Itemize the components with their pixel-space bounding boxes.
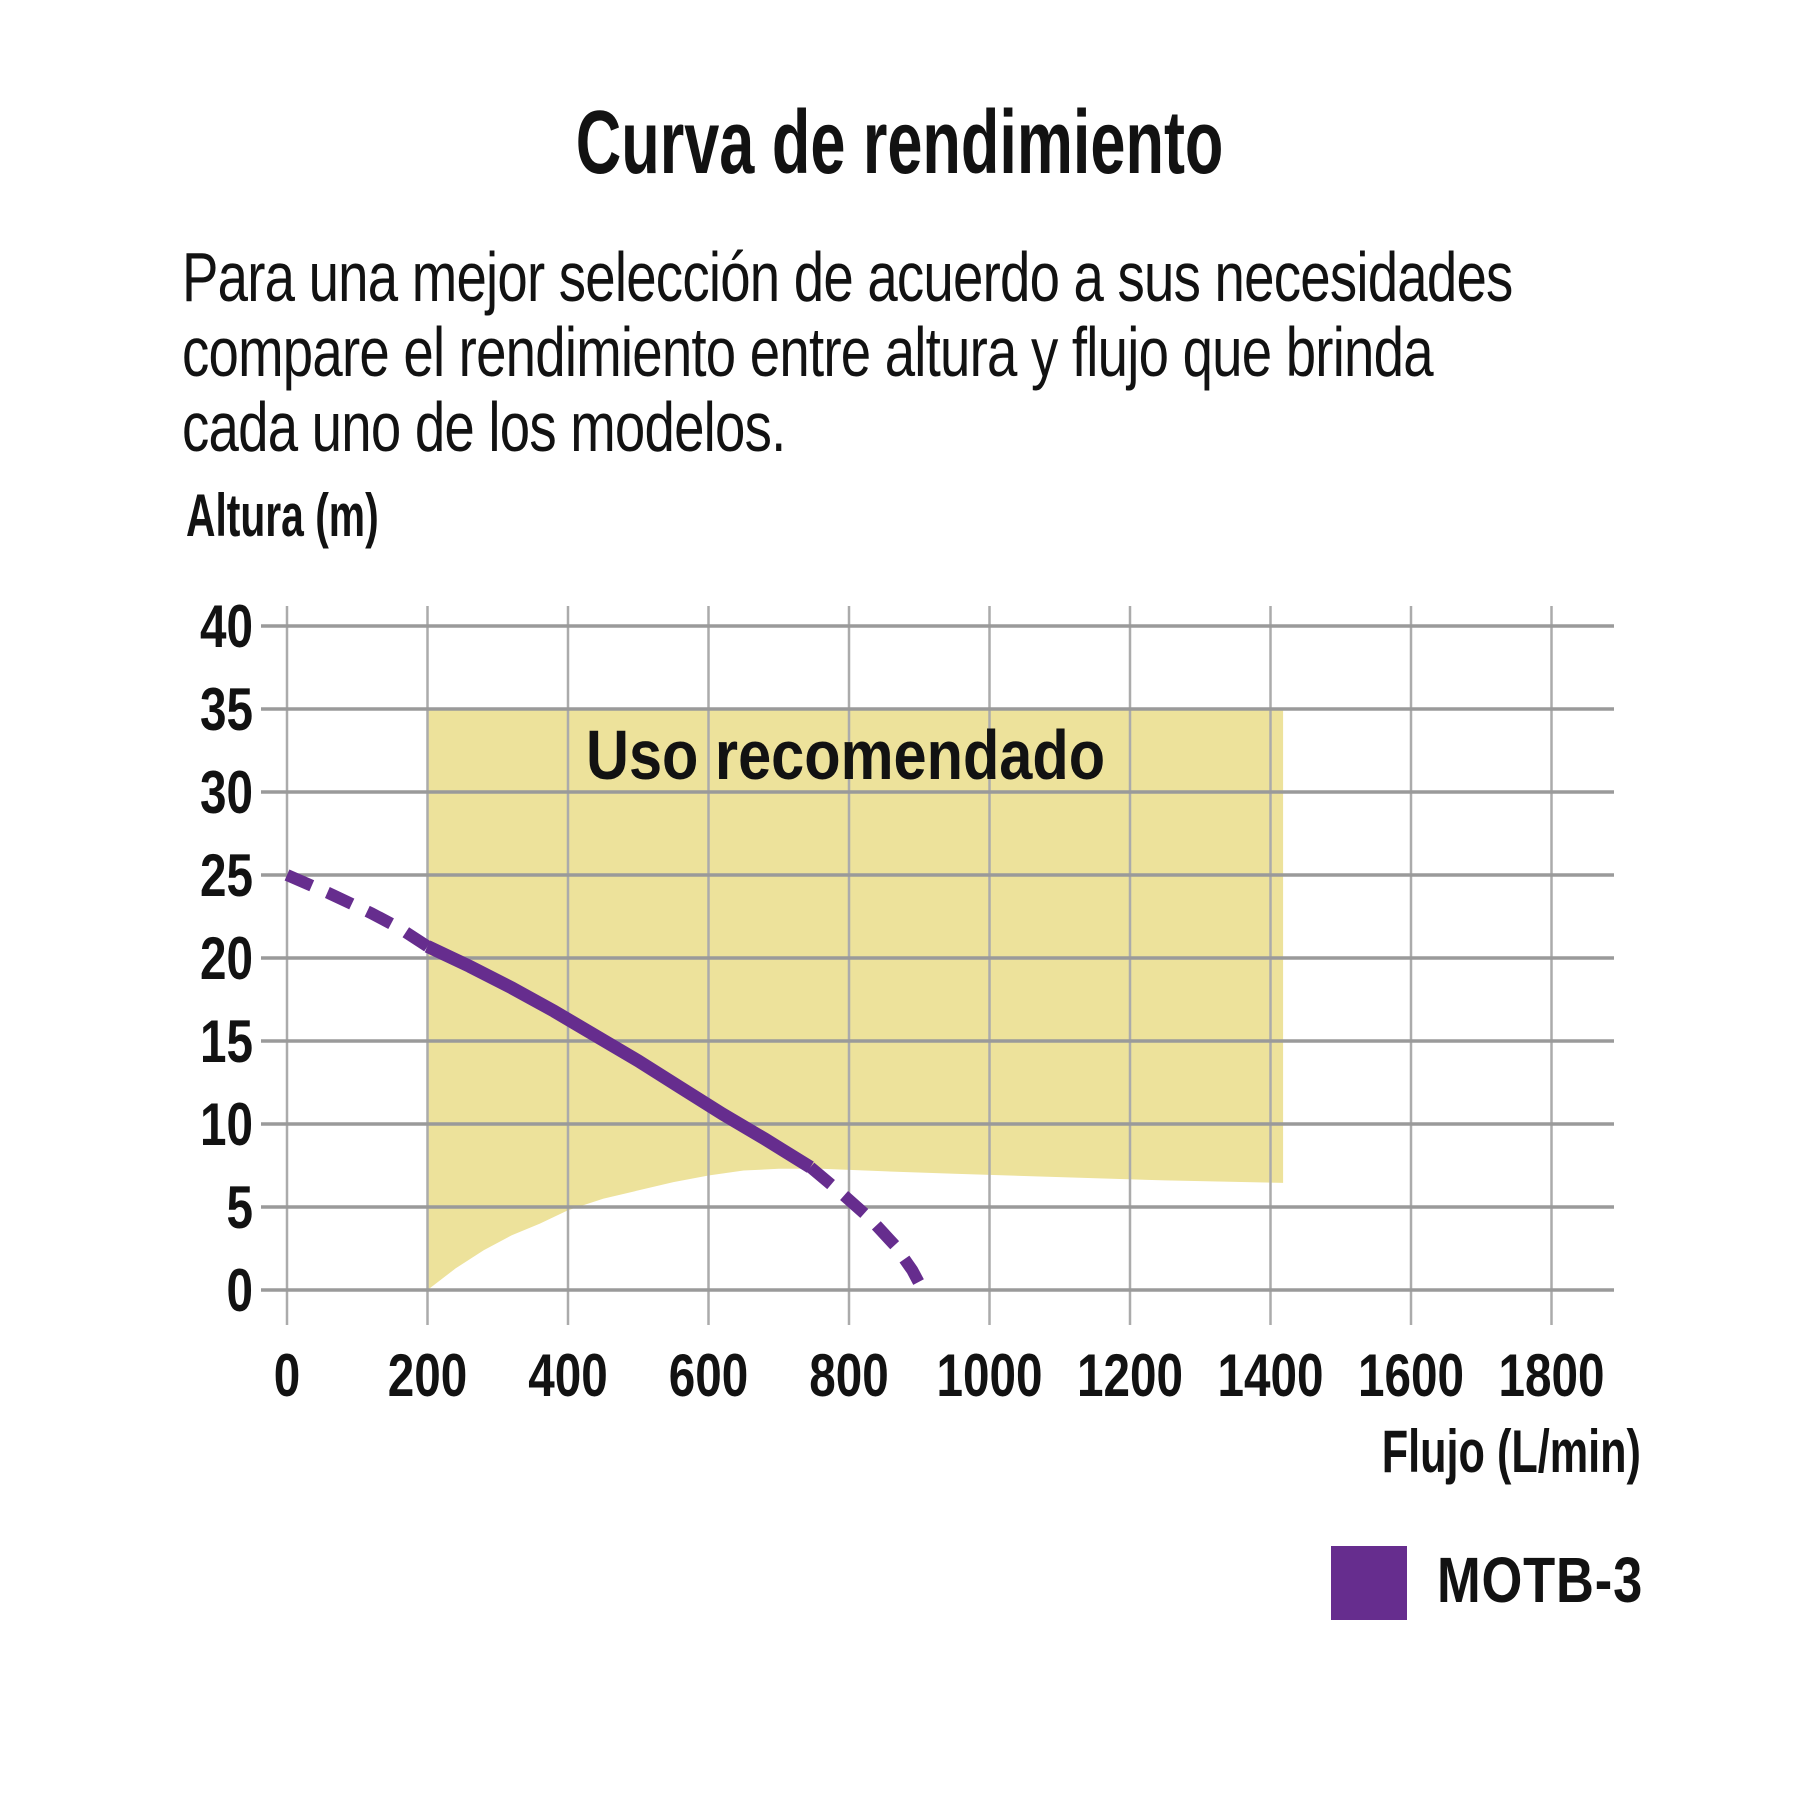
- x-tick-label: 1200: [1077, 1342, 1183, 1409]
- x-tick-label: 600: [668, 1342, 749, 1409]
- x-tick-label: 1600: [1358, 1342, 1464, 1409]
- x-tick-label: 800: [809, 1342, 889, 1409]
- y-tick-label: 5: [226, 1174, 253, 1241]
- chart-description: [182, 240, 1800, 465]
- curve-motb-3-dashed: [287, 875, 428, 946]
- x-tick-label: 1000: [936, 1342, 1043, 1409]
- x-tick-label: 1800: [1498, 1342, 1605, 1409]
- x-tick-label: 1400: [1217, 1342, 1324, 1409]
- page-title: [0, 93, 1800, 193]
- description-line: cada uno de los modelos.: [182, 388, 786, 466]
- y-axis-title: Altura (m): [186, 482, 379, 549]
- y-tick-label: 0: [226, 1257, 253, 1324]
- y-tick-label: 30: [200, 759, 253, 826]
- legend-model-label: MOTB-3: [1437, 1544, 1644, 1616]
- page-title-text: Curva de rendimiento: [576, 93, 1224, 193]
- description-line: compare el rendimiento entre altura y flujo que brinda: [182, 313, 1433, 391]
- x-tick-label: 0: [273, 1342, 301, 1409]
- x-tick-label: 400: [528, 1342, 608, 1409]
- y-tick-label: 35: [200, 676, 253, 743]
- y-tick-label: 15: [200, 1008, 253, 1075]
- recommended-use-label: Uso recomendado: [586, 716, 1106, 794]
- x-axis-title: Flujo (L/min): [1381, 1418, 1641, 1485]
- y-tick-label: 25: [200, 842, 253, 909]
- y-tick-label: 20: [200, 925, 253, 992]
- x-tick-label: 200: [387, 1342, 468, 1409]
- curve-motb-3-dashed: [810, 1167, 922, 1290]
- legend-color-swatch: [1331, 1546, 1407, 1620]
- description-line: Para una mejor selección de acuerdo a sus necesidades: [182, 238, 1513, 316]
- y-tick-label: 10: [200, 1091, 253, 1158]
- y-tick-label: 40: [200, 593, 253, 660]
